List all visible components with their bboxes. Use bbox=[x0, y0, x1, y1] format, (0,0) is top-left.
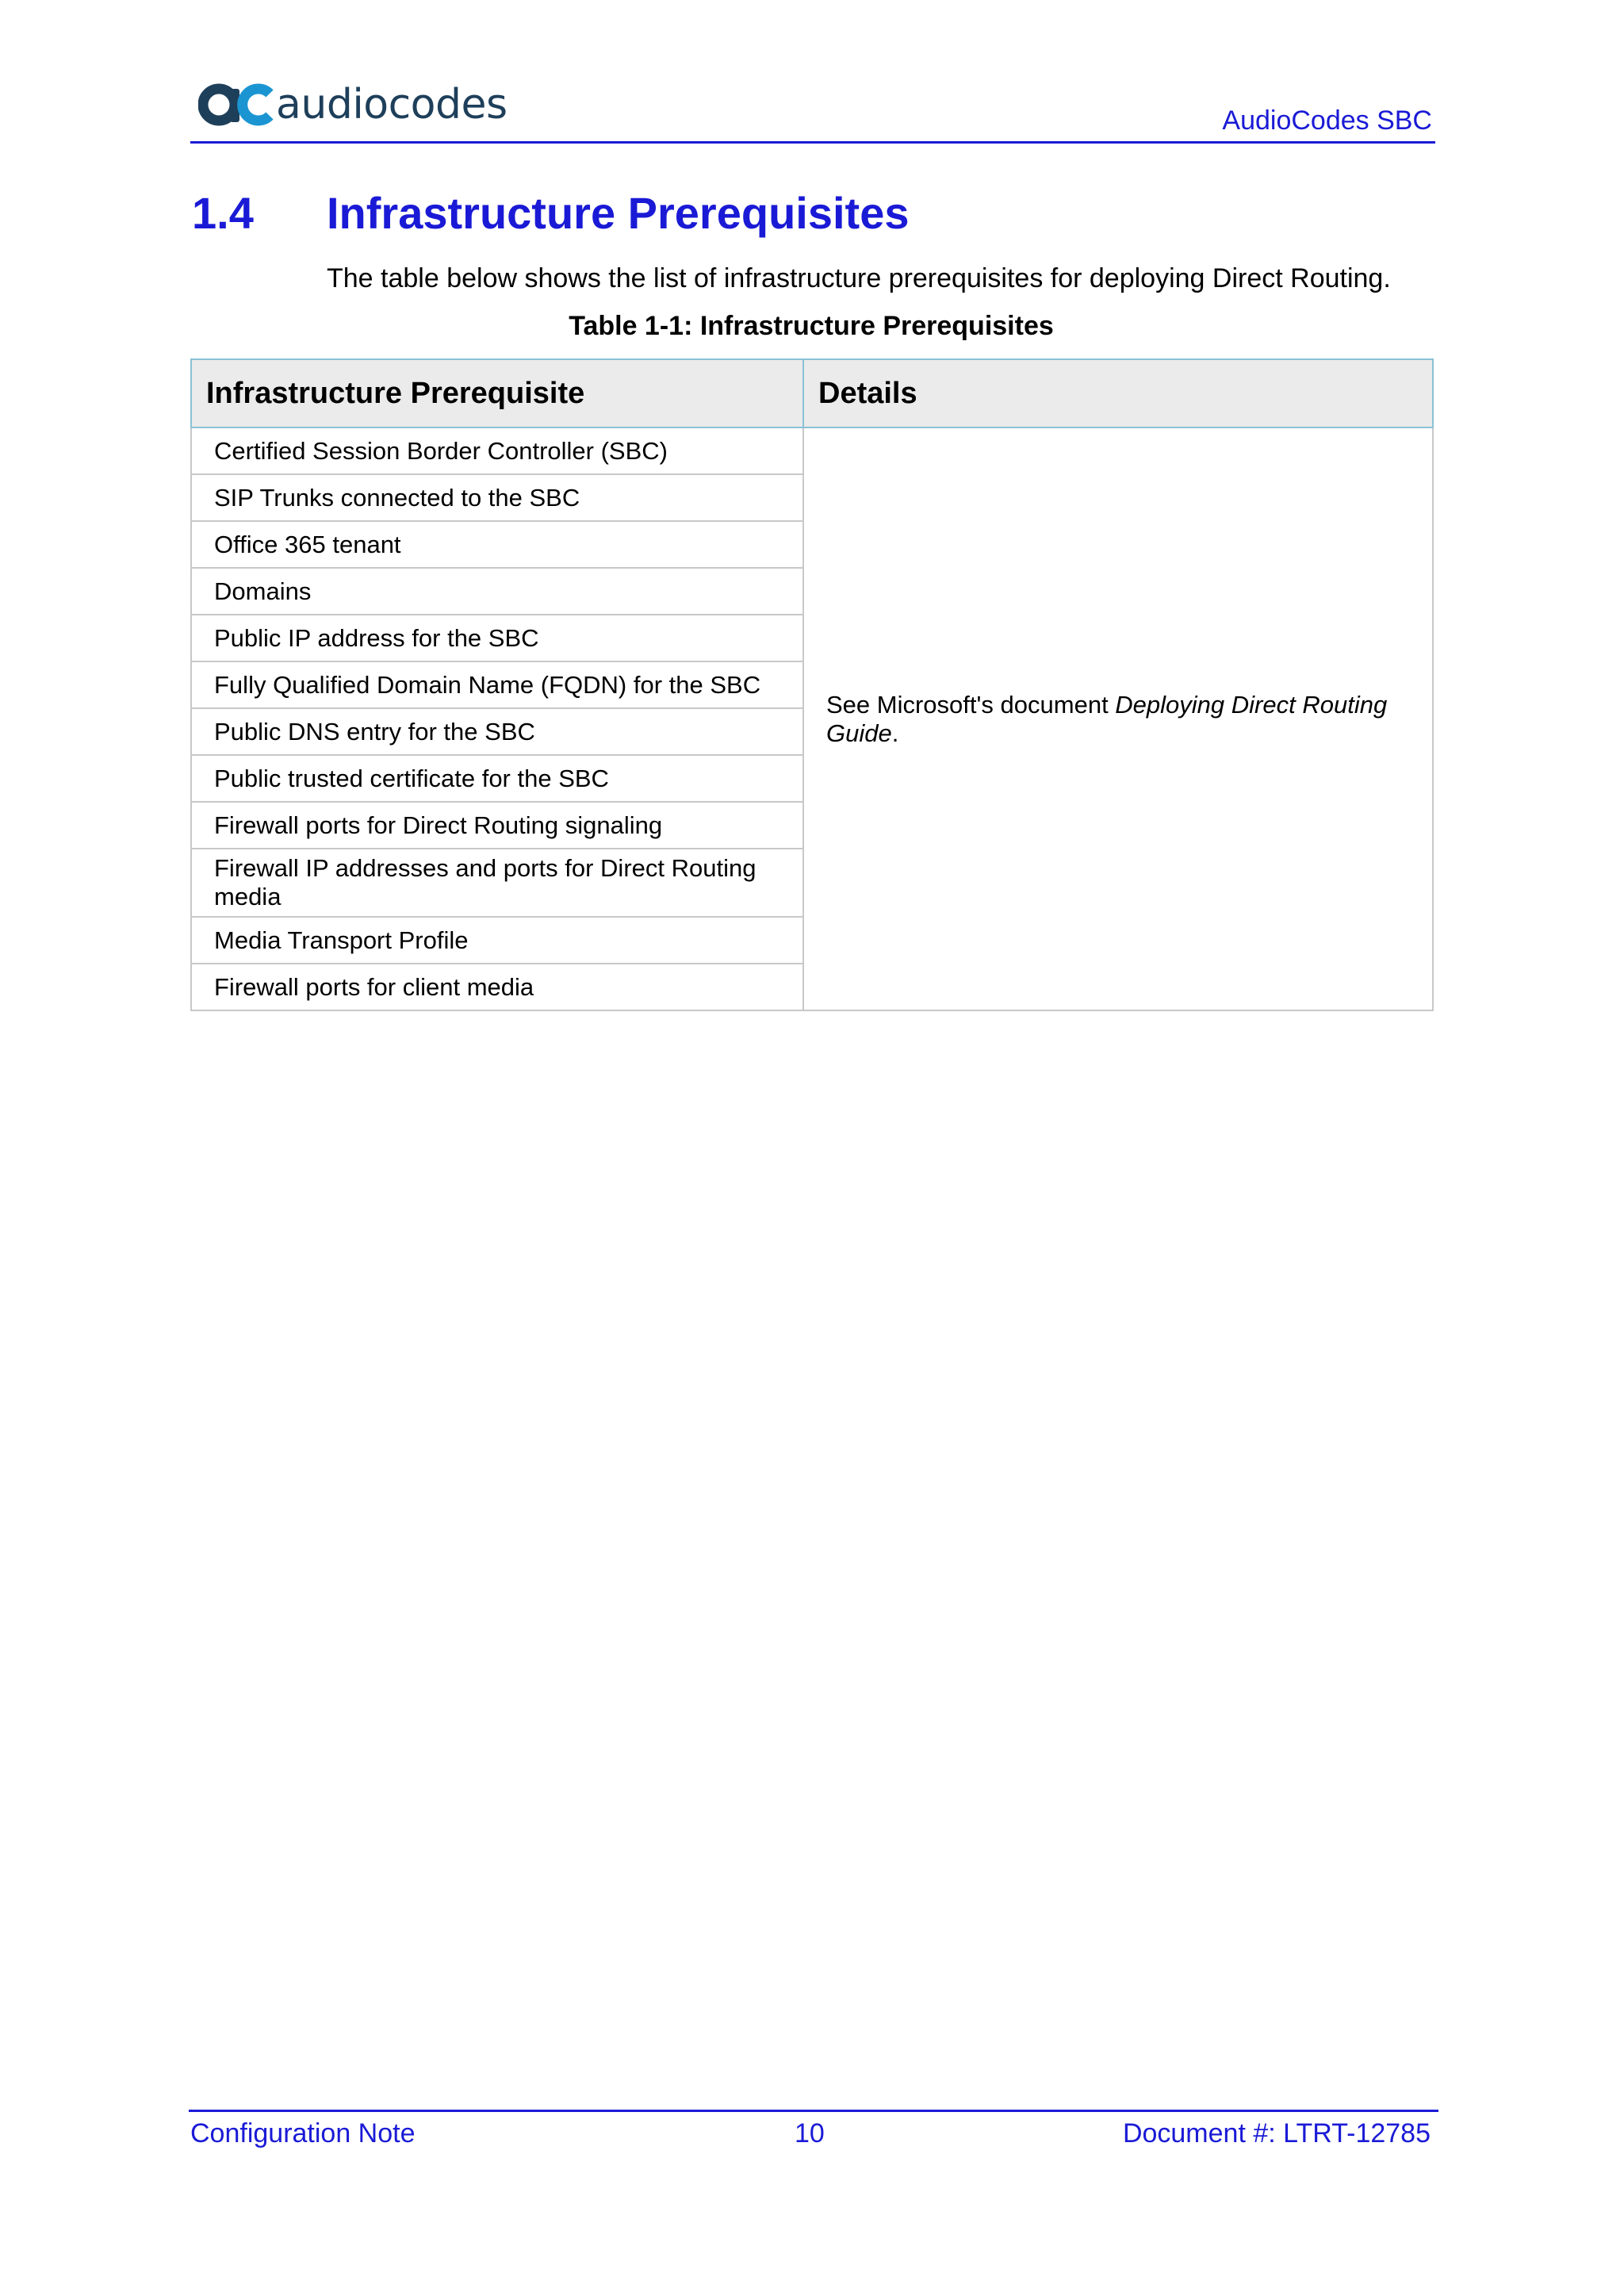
section-number: 1.4 bbox=[192, 188, 254, 238]
column-header-prerequisite: Infrastructure Prerequisite bbox=[191, 359, 803, 427]
footer-document-type: Configuration Note bbox=[190, 2118, 416, 2148]
audiocodes-logo-mark-icon bbox=[198, 81, 274, 128]
page-footer bbox=[189, 2110, 1438, 2152]
prerequisite-cell: Firewall IP addresses and ports for Direct Routing media bbox=[191, 849, 803, 917]
footer-page-number: 10 bbox=[795, 2118, 825, 2148]
table-row bbox=[191, 427, 1433, 474]
page-header bbox=[190, 70, 1435, 144]
prerequisite-cell: Firewall ports for Direct Routing signaling bbox=[191, 802, 803, 849]
section-intro: The table below shows the list of infrastructure prerequisites for deploying Direct Routing. bbox=[327, 263, 1391, 293]
prerequisite-cell: Domains bbox=[191, 568, 803, 615]
section-title: Infrastructure Prerequisites bbox=[327, 188, 910, 238]
table-caption: Table 1-1: Infrastructure Prerequisites bbox=[569, 311, 1054, 341]
prerequisite-cell: Public DNS entry for the SBC bbox=[191, 708, 803, 755]
prerequisite-cell: Public trusted certificate for the SBC bbox=[191, 755, 803, 802]
details-text: See Microsoft's document bbox=[826, 690, 1116, 719]
section-heading bbox=[192, 187, 909, 239]
prerequisite-cell: Certified Session Border Controller (SBC) bbox=[191, 427, 803, 474]
prerequisite-cell: Fully Qualified Domain Name (FQDN) for the SBC bbox=[191, 661, 803, 708]
prerequisite-cell: Firewall ports for client media bbox=[191, 964, 803, 1010]
prerequisite-cell: Office 365 tenant bbox=[191, 521, 803, 568]
prerequisites-table bbox=[190, 358, 1434, 1011]
details-suffix: . bbox=[891, 719, 899, 747]
column-header-details: Details bbox=[803, 359, 1433, 427]
prerequisite-cell: SIP Trunks connected to the SBC bbox=[191, 474, 803, 521]
details-document-title: Deploying Direct Routing Guide bbox=[826, 690, 1388, 747]
logo-wordmark: audiocodes bbox=[276, 81, 508, 128]
header-product-name: AudioCodes SBC bbox=[1222, 105, 1432, 136]
prerequisite-cell: Public IP address for the SBC bbox=[191, 615, 803, 661]
details-cell bbox=[803, 427, 1433, 1010]
audiocodes-logo bbox=[198, 78, 508, 132]
prerequisite-cell: Media Transport Profile bbox=[191, 917, 803, 964]
table-header-row bbox=[191, 359, 1433, 427]
footer-document-number: Document #: LTRT-12785 bbox=[1122, 2118, 1431, 2148]
